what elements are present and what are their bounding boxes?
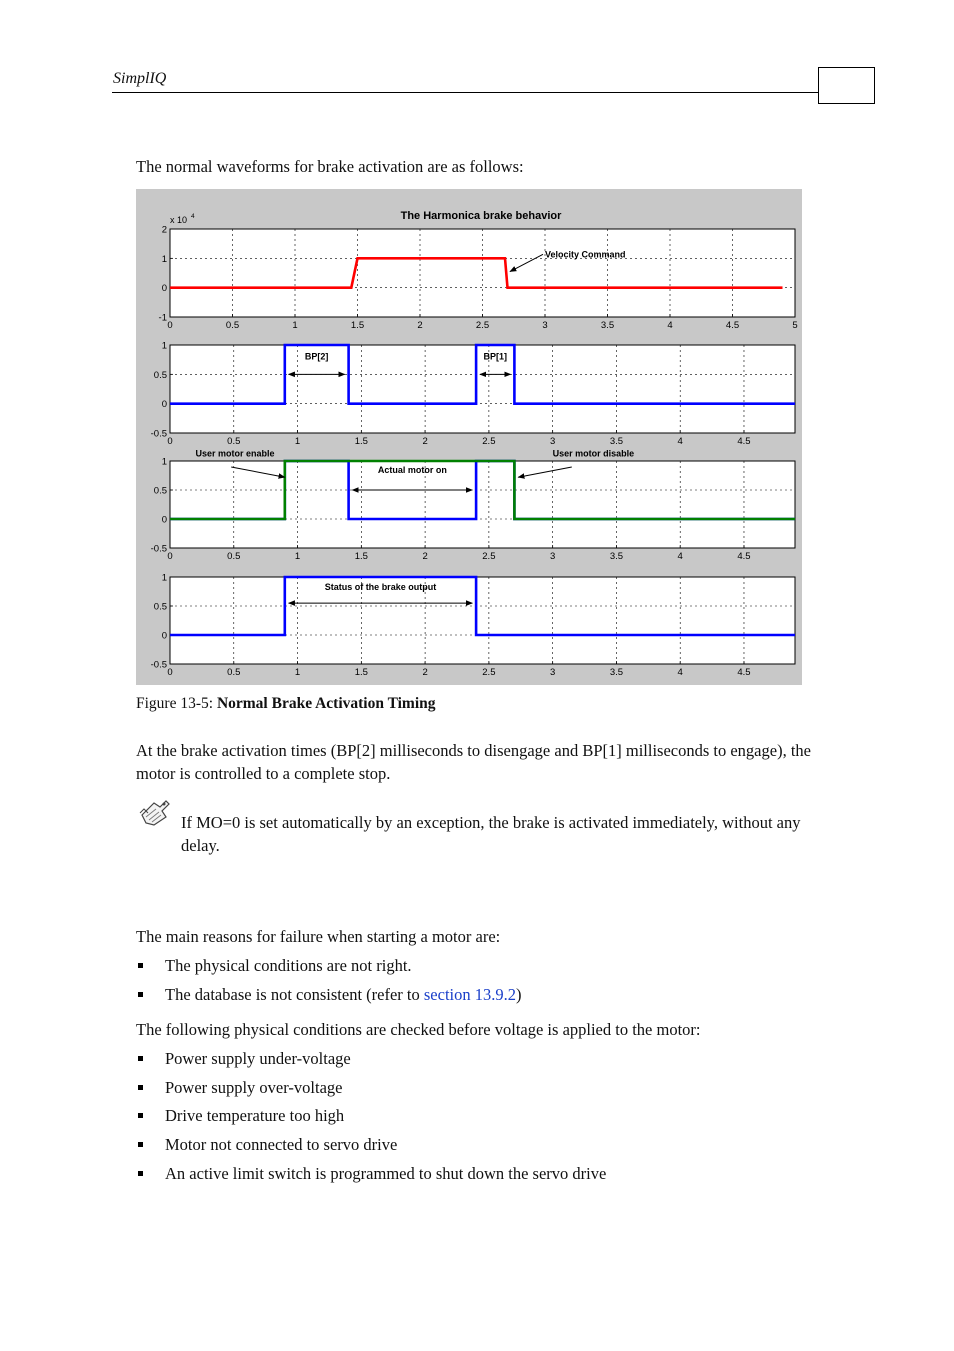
y-tick-label: 0: [161, 630, 167, 642]
annotation-label: User motor enable: [195, 448, 275, 459]
annotation-label: BP[1]: [483, 351, 508, 362]
x-tick-label: 2.5: [482, 551, 496, 562]
x-tick-label: 1.5: [350, 320, 365, 331]
x-tick-label: 2: [417, 320, 423, 331]
plot-area: [170, 461, 795, 548]
y-tick-label: -0.5: [150, 543, 167, 555]
list-item-text-before: The database is not consistent (refer to: [165, 985, 424, 1004]
x-tick-label: 0.5: [227, 436, 241, 447]
x-tick-label: 3.5: [609, 551, 624, 562]
figure-caption-prefix: Figure 13-5:: [136, 695, 217, 712]
x-tick-label: 0: [167, 667, 173, 678]
x-tick-label: 4.5: [737, 551, 751, 562]
x-tick-label: 1: [294, 551, 301, 562]
x-tick-label: 3: [542, 320, 548, 331]
bullet-marker: [138, 1113, 143, 1118]
brake-timing-chart: [136, 189, 802, 685]
x-tick-label: 5: [792, 320, 798, 331]
list-item-text: Drive temperature too high: [165, 1106, 345, 1125]
annotation-label: Velocity Command: [545, 249, 626, 260]
x-tick-label: 4: [677, 667, 683, 678]
y-tick-label: 0: [161, 283, 167, 295]
y-tick-label: 1: [161, 340, 167, 352]
x-tick-label: 0.5: [227, 551, 241, 562]
x-tick-label: 3.5: [600, 320, 615, 331]
x-tick-label: 3: [550, 551, 556, 562]
annotation-label: Actual motor on: [377, 465, 447, 476]
intro-paragraph: The normal waveforms for brake activation are as follows:: [136, 157, 524, 176]
annotation-label: BP[2]: [304, 351, 329, 362]
x-tick-label: 3.5: [609, 436, 624, 447]
x-tick-label: 4: [667, 320, 673, 331]
y-tick-label: 2: [161, 224, 167, 236]
y-tick-label: 1: [161, 572, 167, 584]
list-item-text-after: ): [516, 985, 522, 1004]
y-tick-label: 0: [161, 399, 167, 411]
y-tick-label: 0: [161, 514, 167, 526]
x-tick-label: 2.5: [482, 436, 496, 447]
y-tick-label: -0.5: [150, 428, 167, 440]
x-tick-label: 4: [677, 436, 683, 447]
list-item-text: The physical conditions are not right.: [165, 956, 412, 975]
y-tick-label: 0.5: [153, 485, 167, 497]
x-tick-label: 1: [294, 667, 301, 678]
note-text: If MO=0 is set automatically by an exception, the brake is activated immediately, without any delay.: [181, 813, 801, 855]
x-tick-label: 1: [292, 320, 298, 331]
bullet-marker: [138, 992, 143, 997]
plot-area: [170, 229, 795, 317]
list-item-text: Motor not connected to servo drive: [165, 1135, 398, 1154]
y-tick-label: 0.5: [153, 369, 167, 381]
x-tick-label: 0: [167, 320, 173, 331]
y-exponent-label: x 10: [170, 215, 188, 225]
list-item-text: [165, 983, 522, 1006]
page-number-box: [818, 67, 875, 104]
x-tick-label: 2.5: [482, 667, 496, 678]
brake-timing-figure: [136, 189, 802, 685]
x-tick-label: 2: [422, 667, 428, 678]
y-tick-label: -0.5: [150, 659, 167, 671]
x-tick-label: 3: [550, 667, 556, 678]
x-tick-label: 3: [550, 436, 556, 447]
bullet-marker: [138, 963, 143, 968]
section-link[interactable]: section 13.9.2: [423, 985, 516, 1004]
y-tick-label: 0.5: [153, 601, 167, 613]
plot-area: [170, 577, 795, 664]
x-tick-label: 4: [677, 551, 683, 562]
list-item-text: Power supply over-voltage: [165, 1078, 343, 1097]
x-tick-label: 0: [167, 551, 173, 562]
x-tick-label: 2: [422, 551, 428, 562]
x-tick-label: 1.5: [354, 667, 368, 678]
figure-caption-title: Normal Brake Activation Timing: [216, 695, 436, 712]
x-tick-label: 4.5: [725, 320, 740, 331]
x-tick-label: 0.5: [227, 667, 241, 678]
x-tick-label: 0.5: [225, 320, 240, 331]
y-tick-label: -1: [158, 312, 167, 324]
x-tick-label: 1.5: [354, 436, 368, 447]
bullet-marker: [138, 1171, 143, 1176]
failure-intro: The main reasons for failure when starting a motor are:: [136, 927, 501, 946]
bullet-marker: [138, 1056, 143, 1061]
y-exponent-superscript: 4: [191, 213, 195, 220]
x-tick-label: 0: [167, 436, 173, 447]
physical-conditions-intro: The following physical conditions are checked before voltage is applied to the motor:: [136, 1020, 701, 1039]
x-tick-label: 1: [294, 436, 301, 447]
annotation-label: Status of the brake output: [324, 582, 437, 593]
x-tick-label: 1.5: [354, 551, 368, 562]
x-tick-label: 3.5: [609, 667, 624, 678]
page-header-title: SimplIQ: [113, 70, 167, 87]
bullet-marker: [138, 1085, 143, 1090]
figure-caption: [136, 695, 436, 713]
bullet-marker: [138, 1142, 143, 1147]
x-tick-label: 4.5: [737, 436, 751, 447]
annotation-label: User motor disable: [552, 448, 635, 459]
brake-activation-paragraph: At the brake activation times (BP[2] milliseconds to disengage and BP[1] milliseconds to engage), the motor is controlled to a complete stop.: [136, 741, 811, 783]
list-item-text: Power supply under-voltage: [165, 1049, 351, 1068]
x-tick-label: 2.5: [475, 320, 490, 331]
note-hand-icon: [136, 795, 172, 831]
list-item-text: An active limit switch is programmed to shut down the servo drive: [165, 1164, 607, 1183]
x-tick-label: 2: [422, 436, 428, 447]
y-tick-label: 1: [161, 253, 167, 265]
chart-title: The Harmonica brake behavior: [400, 210, 562, 222]
header-rule: [112, 92, 819, 93]
y-tick-label: 1: [161, 456, 167, 468]
x-tick-label: 4.5: [737, 667, 751, 678]
